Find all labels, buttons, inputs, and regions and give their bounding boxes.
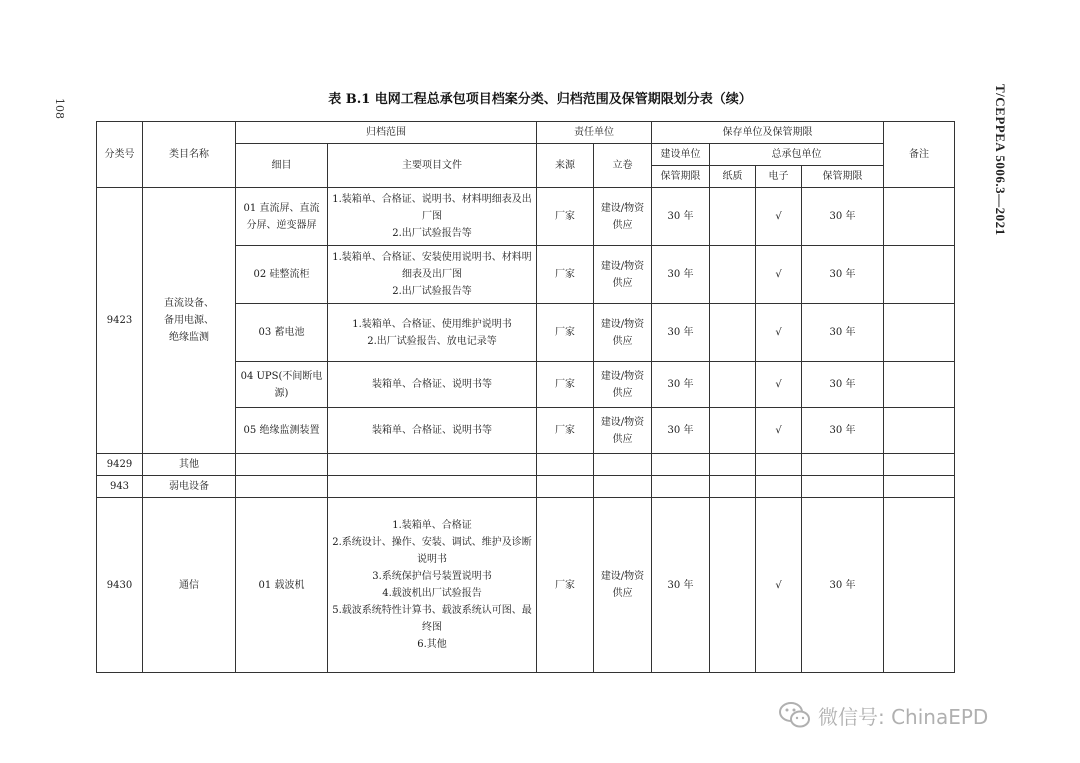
file-line: 1.装箱单、合格证、安装使用说明书、材料明细表及出厂图 — [332, 252, 532, 280]
remarks-cell — [884, 188, 955, 246]
detail-cell: 01 直流屏、直流分屏、逆变器屏 — [236, 188, 328, 246]
file-line: 2.出厂试验报告等 — [392, 228, 472, 239]
period-cell: 30 年 — [652, 304, 710, 362]
source-cell: 厂家 — [537, 408, 594, 454]
header-filing: 立卷 — [594, 144, 652, 188]
header-retention-period-2: 保管期限 — [802, 166, 884, 188]
file-line: 1.装箱单、合格证、说明书、材料明细表及出厂图 — [332, 194, 532, 222]
file-line: 2.系统设计、操作、安装、调试、维护及诊断说明书 — [332, 537, 532, 565]
header-construction-unit: 建设单位 — [652, 144, 710, 166]
remarks-cell — [884, 304, 955, 362]
table-row — [97, 498, 955, 673]
header-category-no: 分类号 — [97, 122, 143, 188]
file-line: 2.出厂试验报告等 — [392, 286, 472, 297]
header-source: 来源 — [537, 144, 594, 188]
electronic-cell: √ — [756, 498, 802, 673]
category-code: 943 — [97, 476, 143, 498]
electronic-cell: √ — [756, 362, 802, 408]
detail-cell: 03 蓄电池 — [236, 304, 328, 362]
source-cell: 厂家 — [537, 304, 594, 362]
files-cell — [328, 362, 537, 408]
detail-cell: 04 UPS(不间断电源) — [236, 362, 328, 408]
category-name: 通信 — [143, 498, 236, 673]
electronic-cell: √ — [756, 304, 802, 362]
category-name: 直流设备、备用电源、绝缘监测 — [143, 188, 236, 454]
source-cell: 厂家 — [537, 246, 594, 304]
period2-cell: 30 年 — [802, 362, 884, 408]
paper-cell — [710, 246, 756, 304]
paper-cell — [710, 304, 756, 362]
table-row — [97, 476, 955, 498]
detail-cell: 01 载波机 — [236, 498, 328, 673]
file-line: 4.载波机出厂试验报告 — [382, 588, 482, 599]
category-name: 弱电设备 — [143, 476, 236, 498]
header-responsible-unit: 责任单位 — [537, 122, 652, 144]
header-retention-period: 保管期限 — [652, 166, 710, 188]
filing-cell: 建设/物资供应 — [594, 304, 652, 362]
paper-cell — [710, 498, 756, 673]
filing-cell: 建设/物资供应 — [594, 188, 652, 246]
files-cell — [328, 188, 537, 246]
table-row — [97, 188, 955, 246]
category-code: 9430 — [97, 498, 143, 673]
remarks-cell — [884, 498, 955, 673]
remarks-cell — [884, 246, 955, 304]
table-row — [97, 454, 955, 476]
header-paper: 纸质 — [710, 166, 756, 188]
watermark-text: 微信号: ChinaEPD — [818, 704, 989, 729]
period-cell: 30 年 — [652, 246, 710, 304]
files-cell — [328, 246, 537, 304]
standard-code: T/CEPPEA 5006.3—2021 — [993, 84, 1008, 236]
electronic-cell: √ — [756, 188, 802, 246]
file-line: 2.出厂试验报告、放电记录等 — [367, 335, 497, 347]
detail-cell: 05 绝缘监测装置 — [236, 408, 328, 454]
file-line: 装箱单、合格证、说明书等 — [372, 425, 492, 436]
period-cell: 30 年 — [652, 498, 710, 673]
header-electronic: 电子 — [756, 166, 802, 188]
files-cell — [328, 498, 537, 673]
period-cell: 30 年 — [652, 362, 710, 408]
period-cell: 30 年 — [652, 408, 710, 454]
period2-cell: 30 年 — [802, 188, 884, 246]
file-line: 1.装箱单、合格证、使用维护说明书 — [352, 318, 512, 330]
header-main-files: 主要项目文件 — [328, 144, 537, 188]
header-custody: 保存单位及保管期限 — [652, 122, 884, 144]
filing-cell: 建设/物资供应 — [594, 498, 652, 673]
category-code: 9429 — [97, 454, 143, 476]
table-title: 表 B.1 电网工程总承包项目档案分类、归档范围及保管期限划分表（续） — [328, 92, 752, 107]
electronic-cell: √ — [756, 408, 802, 454]
remarks-cell — [884, 408, 955, 454]
period2-cell: 30 年 — [802, 408, 884, 454]
header-detail: 细目 — [236, 144, 328, 188]
period2-cell: 30 年 — [802, 304, 884, 362]
paper-cell — [710, 362, 756, 408]
page-number: 108 — [53, 98, 66, 119]
wechat-icon — [778, 700, 812, 730]
period2-cell: 30 年 — [802, 498, 884, 673]
remarks-cell — [884, 362, 955, 408]
watermark — [778, 700, 988, 730]
files-cell — [328, 408, 537, 454]
header-epc-unit: 总承包单位 — [710, 144, 884, 166]
archive-table — [96, 121, 955, 673]
category-code: 9423 — [97, 188, 143, 454]
period-cell: 30 年 — [652, 188, 710, 246]
filing-cell: 建设/物资供应 — [594, 408, 652, 454]
file-line: 5.载波系统特性计算书、载波系统认可图、最终图 — [332, 605, 532, 633]
file-line: 装箱单、合格证、说明书等 — [372, 379, 492, 390]
electronic-cell: √ — [756, 246, 802, 304]
file-line: 1.装箱单、合格证 — [392, 520, 472, 531]
header-category-name: 类目名称 — [143, 122, 236, 188]
file-line: 6.其他 — [417, 639, 447, 650]
detail-cell: 02 硅整流柜 — [236, 246, 328, 304]
source-cell: 厂家 — [537, 188, 594, 246]
source-cell: 厂家 — [537, 362, 594, 408]
period2-cell: 30 年 — [802, 246, 884, 304]
files-cell — [328, 304, 537, 362]
filing-cell: 建设/物资供应 — [594, 362, 652, 408]
source-cell: 厂家 — [537, 498, 594, 673]
paper-cell — [710, 408, 756, 454]
category-name: 其他 — [143, 454, 236, 476]
file-line: 3.系统保护信号装置说明书 — [372, 571, 492, 582]
paper-cell — [710, 188, 756, 246]
filing-cell: 建设/物资供应 — [594, 246, 652, 304]
header-archive-scope: 归档范围 — [236, 122, 537, 144]
header-remarks: 备注 — [884, 122, 955, 188]
